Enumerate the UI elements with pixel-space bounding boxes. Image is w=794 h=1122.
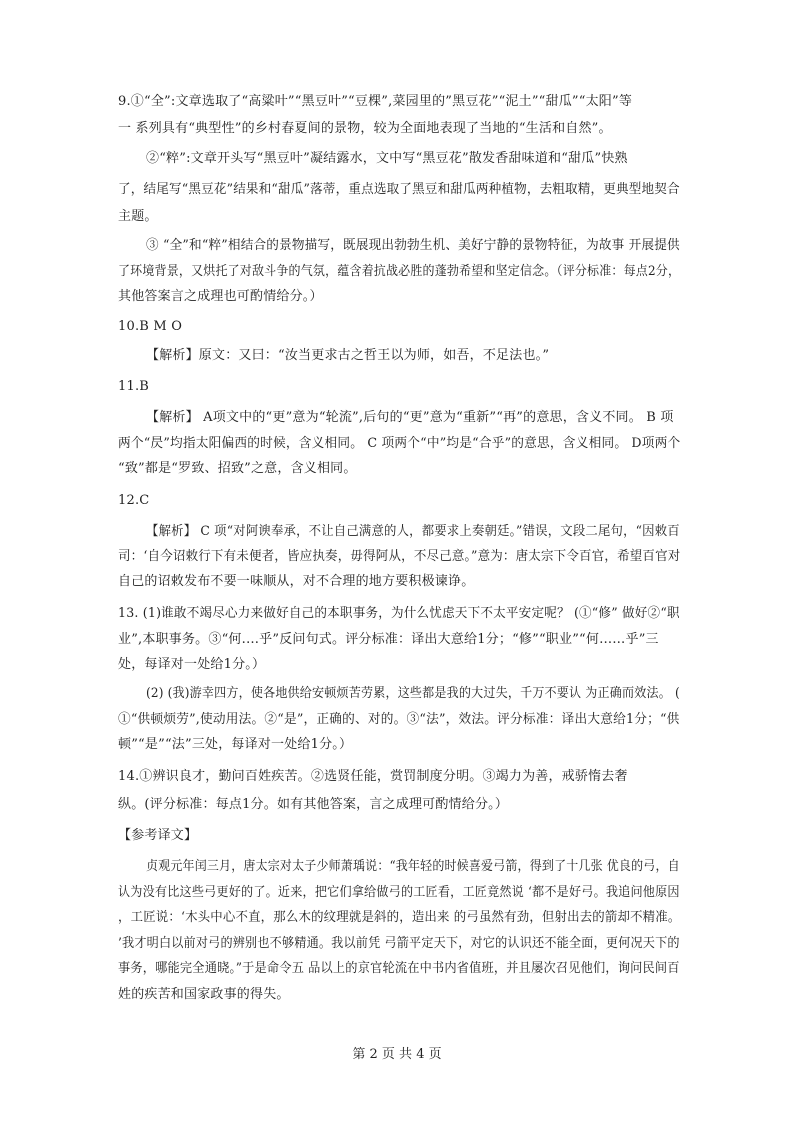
text-line: 主题。 [118,209,158,224]
page-footer: 第 2 页 共 4 页 [352,1047,442,1062]
text-line: 事务，哪能完全通晓。”于是命令五 品以上的京官轮流在中书内省值班，并且屡次召见他们，询问民间百 [118,961,680,976]
text-line: ②“粹”:文章开头写“黑豆叶”凝结露水，文中写“黑豆花”散发香甜味道和“甜瓜”快熟 [146,151,628,166]
text-line: ’我才明白以前对弓的辨别也不够精通。我以前凭 弓箭平定天下，对它的认识还不能全面，更何况天下的 [118,936,680,951]
text-line: 【解析】原文：又曰：“汝当更求古之哲王以为师，如吾，不足法也。” [146,348,550,363]
text-line: 顿”“是”“法”三处，每译对一处给1分。） [118,737,353,752]
text-line: 姓的疾苦和国家政事的得失。 [118,987,290,1002]
answer-number: 10.B M O [118,319,183,334]
answer-number: 12.C [118,493,150,508]
text-line: 纵。(评分标准：每点1分。如有其他答案，言之成理可酌情给分。） [118,797,509,812]
text-line: “致”都是“罗致、招致”之意，含义相同。 [118,461,357,476]
text-line: 司：‘自今诏敕行下有未便者，皆应执奏，毋得阿从，不尽己意。”意为：唐太宗下令百官，希望百官对 [118,549,681,564]
text-line: 认为没有比这些弓更好的了。近来，把它们拿给做弓的工匠看，工匠竟然说 ‘都不是好弓。我追问他原因 [118,885,680,900]
text-line: 14.①辨识良才，勤问百姓疾苦。②选贤任能，赏罚制度分明。③竭力为善，戒骄惰去奢 [118,769,628,784]
text-line: ③ “全”和“粹”相结合的景物描写，既展现出勃勃生机、美好宁静的景物特征，为故事 开展提供 [146,238,680,253]
text-line: 贞观元年闰三月，唐太宗对太子少师萧瑀说：“我年轻的时候喜爱弓箭，得到了十几张 优良的弓，自 [146,859,680,874]
text-line: 13. (1)谁敢不竭尽心力来做好自己的本职事务，为什么忧虑天下不太平安定呢？ (①“修” 做好②“职 [118,606,680,621]
text-line: 9.①“全”:文章选取了“高粱叶”“黑豆叶”“豆棵”,菜园里的”黑豆花”“泥土”“甜瓜”“太阳”等 [118,94,633,109]
text-line: 处，每译对一处给1分。） [118,657,266,672]
text-line: 业”,本职事务。③“何.…乎”反问句式。评分标准：译出大意给1分；“修”“职业”“何……乎”三 [118,632,659,647]
text-line: 了，结尾写“黑豆花”结果和“甜瓜”落蒂，重点选取了黑豆和甜瓜两种植物，去粗取精，更典型地契合 [118,182,680,197]
text-line: 一 系列具有“典型性”的乡村春夏间的景物，较为全面地表现了当地的“生活和自然”。 [118,121,612,136]
text-line: (2) (我)游幸四方，使各地供给安顿烦苦劳累，这些都是我的大过失，千万不要认 为正确而效法。 ( [146,686,680,701]
text-line: 其他答案言之成理也可酌情给分。） [118,289,323,304]
text-line: ，工匠说：‘木头中心不直，那么木的纹理就是斜的，造出来 的弓虽然有劲，但射出去的箭却不精准。 [118,910,681,925]
text-line: 【解析】 A项文中的“更”意为“轮流”,后句的“更”意为“重新”“再”的意思，含义不同。 B 项 [146,410,674,425]
text-line: 自己的诏敕发布不要一味顺从，对不合理的地方要积极谏诤。 [118,574,475,589]
answer-number: 11.B [118,379,150,394]
section-heading: 【参考译文】 [118,828,198,843]
text-line: ①“供顿烦劳”,使动用法。②“是”，正确的、对的。③“法”，效法。评分标准：译出大意给1分；“供 [118,712,680,727]
text-line: 【解析】 C 项“对阿谀奉承，不让自己满意的人，都要求上奏朝廷。”错误，文段二尾句，“因敕百 [146,524,680,539]
text-line: 了环境背景，又烘托了对敌斗争的气氛，蕴含着抗战必胜的蓬勃希望和坚定信念。（评分标准：每点2分， [118,264,681,279]
text-line: 两个“昃”均指太阳偏西的时候，含义相同。 C 项两个“中”均是“合乎”的意思，含义相同。 D项两个 [118,436,681,451]
